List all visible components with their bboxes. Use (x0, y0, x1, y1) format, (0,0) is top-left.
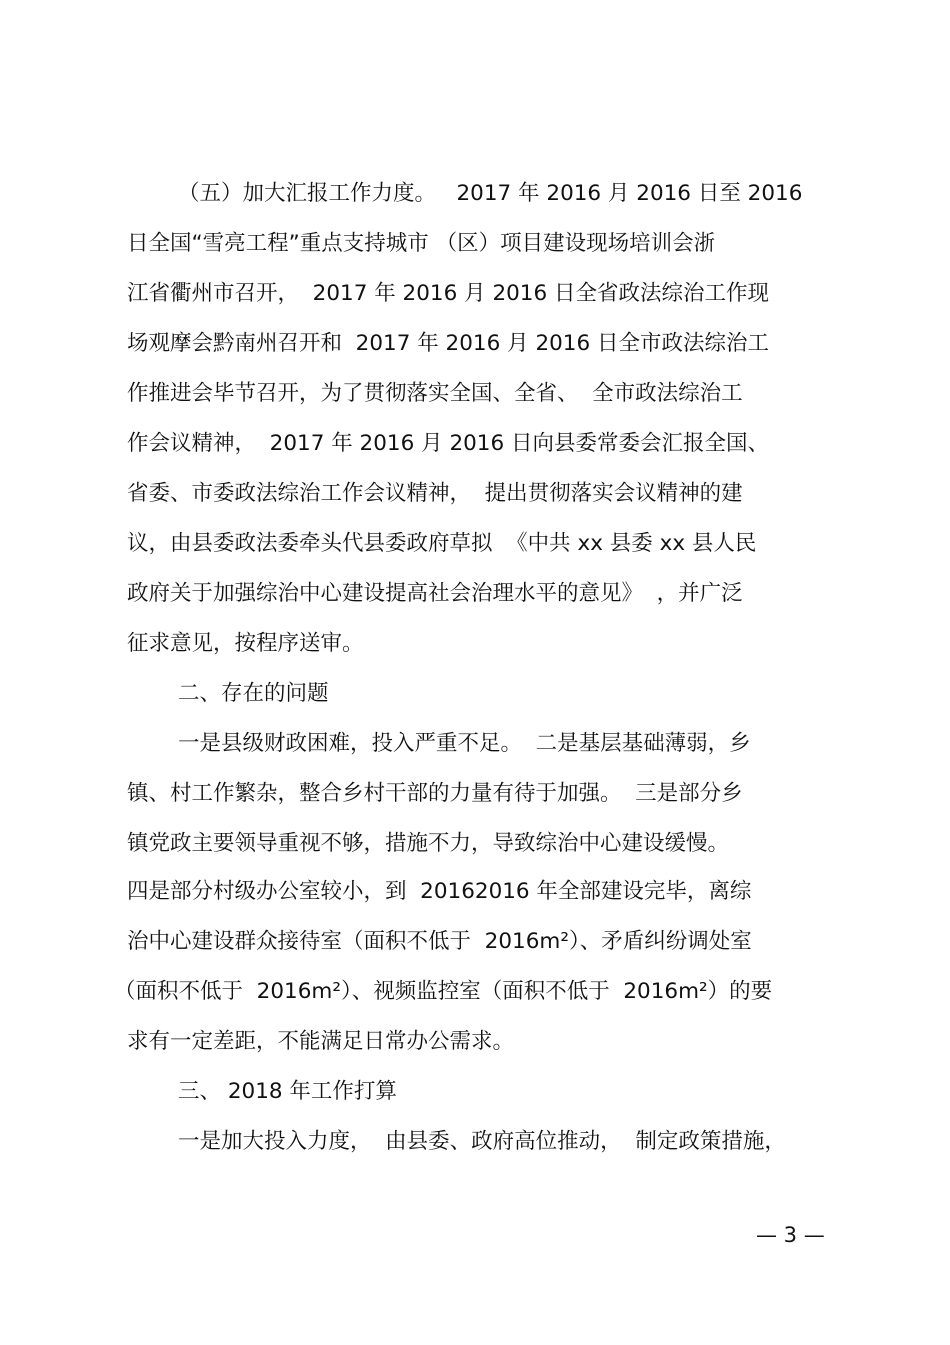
paragraph-line: 四是部分村级办公室较小，到 20162016 年全部建设完毕，离综 (127, 879, 752, 904)
paragraph-line: 议，由县委政法委牵头代县委政府草拟 《中共 xx 县委 xx 县人民 (127, 531, 757, 556)
paragraph-line: 治中心建设群众接待室（面积不低于 2016m²）、矛盾纠纷调处室 (127, 929, 752, 954)
paragraph-line: 省委、市委政法综治工作会议精神， 提出贯彻落实会议精神的建 (127, 481, 743, 506)
section-heading: 三、 2018 年工作打算 (178, 1079, 397, 1104)
paragraph-line: 江省衢州市召开， 2017 年 2016 月 2016 日全省政法综治工作现 (127, 281, 769, 306)
paragraph-line: 镇党政主要领导重视不够，措施不力，导致综治中心建设缓慢。 (127, 831, 730, 856)
page-number: — 3 — (756, 1223, 825, 1247)
paragraph-line: 日全国“雪亮工程”重点支持城市 （区）项目建设现场培训会浙 (127, 231, 716, 256)
paragraph-line: 作推进会毕节召开，为了贯彻落实全国、全省、 全市政法综治工 (127, 381, 743, 406)
paragraph-line: （五）加大汇报工作力度。 2017 年 2016 月 2016 日至 2016 (178, 181, 803, 206)
paragraph-line: 场观摩会黔南州召开和 2017 年 2016 月 2016 日全市政法综治工 (127, 331, 769, 356)
section-heading: 二、存在的问题 (178, 681, 329, 706)
paragraph-line: 一是县级财政困难，投入严重不足。 二是基层基础薄弱，乡 (178, 731, 751, 756)
paragraph-line: 政府关于加强综治中心建设提高社会治理水平的意见》 ，并广泛 (127, 581, 743, 606)
paragraph-line: 镇、村工作繁杂，整合乡村干部的力量有待于加强。 三是部分乡 (127, 781, 743, 806)
paragraph-line: 一是加大投入力度， 由县委、政府高位推动， 制定政策措施， (178, 1129, 786, 1154)
paragraph-line: 作会议精神， 2017 年 2016 月 2016 日向县委常委会汇报全国、 (127, 431, 769, 456)
paragraph-line: 征求意见，按程序送审。 (127, 631, 364, 656)
paragraph-line: 求有一定差距，不能满足日常办公需求。 (127, 1029, 515, 1054)
paragraph-line: （面积不低于 2016m²）、视频监控室（面积不低于 2016m²）的要 (114, 979, 773, 1004)
